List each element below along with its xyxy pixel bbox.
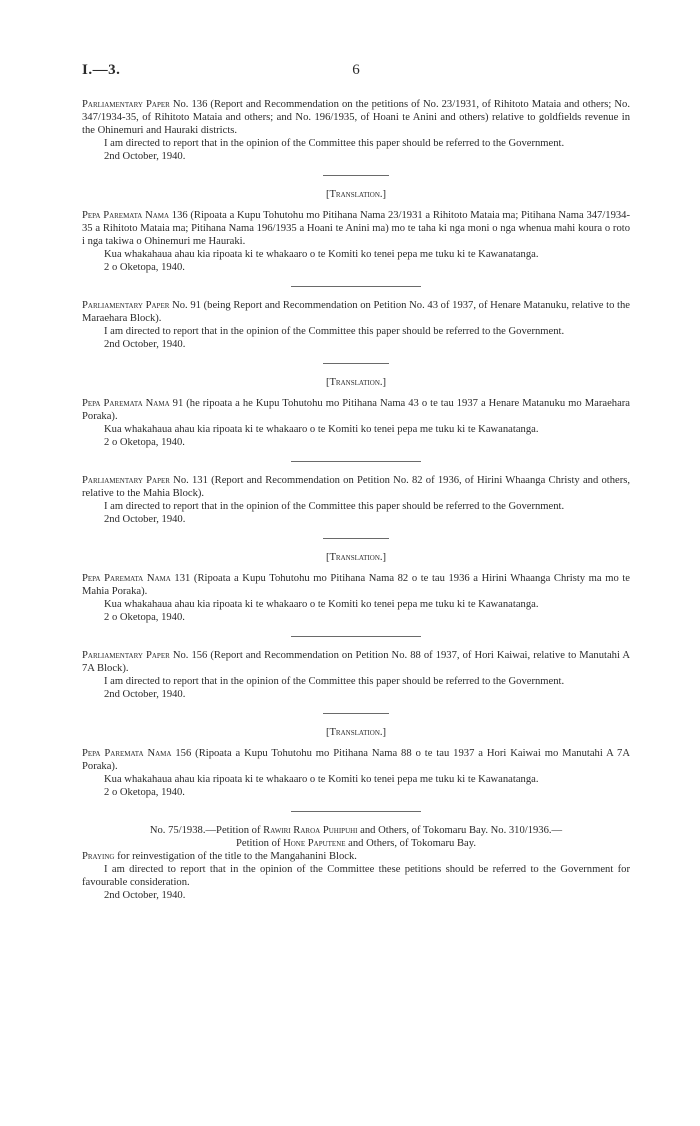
petition-praying xyxy=(82,850,630,863)
entry-date: 2nd October, 1940. xyxy=(104,151,186,162)
petition-statement: I am directed to report that in the opinion of the Committee these petitions should be referred to the Government for favourable consideration. xyxy=(82,864,630,888)
paper-entry xyxy=(82,299,630,462)
report-id: I.—3. xyxy=(82,62,121,78)
translation-statement: Kua whakahaua ahau kia ripoata ki te whakaaro o te Komiti ko tenei pepa me tuku ki te Kawanatanga. xyxy=(104,424,539,435)
committee-statement: I am directed to report that in the opinion of the Committee this paper should be referred to the Government. xyxy=(104,138,565,149)
petition-heading-part4: and Others, of Tokomaru Bay. xyxy=(345,838,477,849)
paper-entry xyxy=(82,98,630,287)
petition-heading-line2 xyxy=(82,837,630,850)
paper-body: No. 136 (Report and Recommendation on the petitions of No. 23/1931, of Rihitoto Mataia and others; No. 347/1934-35, of Rihitoto Mataia and others; and No. 196/1935, of Hoani te Anini and others) relative to goldfields revenue in the Ohinemuri and Hauraki districts. xyxy=(82,99,630,136)
page-content xyxy=(82,98,630,902)
translation-label: Pepa Paremata Nama xyxy=(82,210,170,221)
paper-body: No. 131 (Report and Recommendation on Petition No. 82 of 1936, of Hirini Whaanga Christy and others, relative to the Mahia Block). xyxy=(82,475,630,499)
committee-statement: I am directed to report that in the opinion of the Committee this paper should be referred to the Government. xyxy=(104,676,565,687)
translation-body: 136 (Ripoata a Kupu Tohutohu mo Pitihana Nama 23/1931 a Rihitoto Mataia ma; Pitihana Nama 347/1934-35 a Rihitoto Mataia ma; Pitihana Nama 196/1935 a Hoani te Anini ma) mo te taha ki nga moni o nga whenua mahi koura o roto i nga takiwa o Ohinemuri me Hauraki. xyxy=(82,210,630,247)
paper-entry xyxy=(82,649,630,812)
entry-date: 2nd October, 1940. xyxy=(104,689,186,700)
translation-date: 2 o Oketopa, 1940. xyxy=(104,437,185,448)
paper-body: No. 156 (Report and Recommendation on Petition No. 88 of 1937, of Hori Kaiwai, relative to Manutahi A 7A Block). xyxy=(82,650,630,674)
translation-description xyxy=(82,747,630,773)
petition-heading-part2: and Others, of Tokomaru Bay. No. 310/1936.— xyxy=(357,825,563,836)
paper-description xyxy=(82,474,630,500)
translation-statement: Kua whakahaua ahau kia ripoata ki te whakaaro o te Komiti ko tenei pepa me tuku ki te Kawanatanga. xyxy=(104,249,539,260)
translation-body: 131 (Ripoata a Kupu Tohutohu mo Pitihana Nama 82 o te tau 1936 a Hirini Whaanga Christy ma mo te Mahia Poraka). xyxy=(82,573,630,597)
committee-statement: I am directed to report that in the opinion of the Committee this paper should be referred to the Government. xyxy=(104,326,565,337)
translation-heading: [Translation.] xyxy=(325,377,387,388)
translation-label: Pepa Paremata Nama xyxy=(82,748,172,759)
praying-body: for reinvestigation of the title to the Mangahanini Block. xyxy=(114,851,357,862)
translation-description xyxy=(82,572,630,598)
translation-heading: [Translation.] xyxy=(325,727,387,738)
separator-rule xyxy=(323,363,389,364)
translation-body: 91 (he ripoata a he Kupu Tohutohu mo Pitihana Nama 43 o te tau 1937 a Henare Matanuku mo Maraehara Poraka). xyxy=(82,398,631,422)
paper-body: No. 91 (being Report and Recommendation on Petition No. 43 of 1937, of Henare Matanuku, relative to the Maraehara Block). xyxy=(82,300,631,324)
translation-statement: Kua whakahaua ahau kia ripoata ki te whakaaro o te Komiti ko tenei pepa me tuku ki te Kawanatanga. xyxy=(104,774,539,785)
translation-label: Pepa Paremata Nama xyxy=(82,398,170,409)
petitioner-name-2: Hone Paputene xyxy=(283,838,346,849)
paper-description xyxy=(82,299,630,325)
paper-label: Parliamentary Paper xyxy=(82,475,170,486)
separator-rule xyxy=(323,175,389,176)
translation-date: 2 o Oketopa, 1940. xyxy=(104,787,185,798)
translation-heading: [Translation.] xyxy=(325,552,387,563)
petition-heading-part3: Petition of xyxy=(235,838,284,849)
petition-entry xyxy=(82,824,630,902)
paper-label: Parliamentary Paper xyxy=(82,99,170,110)
translation-date: 2 o Oketopa, 1940. xyxy=(104,612,185,623)
translation-statement: Kua whakahaua ahau kia ripoata ki te whakaaro o te Komiti ko tenei pepa me tuku ki te Kawanatanga. xyxy=(104,599,539,610)
petition-heading xyxy=(82,824,630,850)
paper-label: Parliamentary Paper xyxy=(82,300,170,311)
page-header xyxy=(82,62,630,82)
entry-date: 2nd October, 1940. xyxy=(104,339,186,350)
separator-rule xyxy=(323,713,389,714)
separator-rule xyxy=(291,286,421,287)
separator-rule xyxy=(323,538,389,539)
translation-heading: [Translation.] xyxy=(325,189,387,200)
separator-rule xyxy=(291,636,421,637)
petition-heading-part1: No. 75/1938.—Petition of xyxy=(149,825,264,836)
paper-entry xyxy=(82,474,630,637)
translation-body: 156 (Ripoata a Kupu Tohutohu mo Pitihana Nama 88 o te tau 1937 a Hori Kaiwai mo Manutahi A 7A Poraka). xyxy=(82,748,631,772)
translation-description xyxy=(82,209,630,248)
translation-label: Pepa Paremata Nama xyxy=(82,573,171,584)
petition-date: 2nd October, 1940. xyxy=(104,890,186,901)
translation-date: 2 o Oketopa, 1940. xyxy=(104,262,185,273)
separator-rule xyxy=(291,461,421,462)
praying-label: Praying xyxy=(82,851,115,862)
committee-statement: I am directed to report that in the opinion of the Committee this paper should be referred to the Government. xyxy=(104,501,565,512)
separator-rule xyxy=(291,811,421,812)
page-number: 6 xyxy=(352,62,360,78)
petitioner-name-1: Rawiri Raroa Puhipuhi xyxy=(263,825,358,836)
paper-label: Parliamentary Paper xyxy=(82,650,170,661)
translation-description xyxy=(82,397,630,423)
paper-description xyxy=(82,98,630,137)
paper-description xyxy=(82,649,630,675)
entry-date: 2nd October, 1940. xyxy=(104,514,186,525)
